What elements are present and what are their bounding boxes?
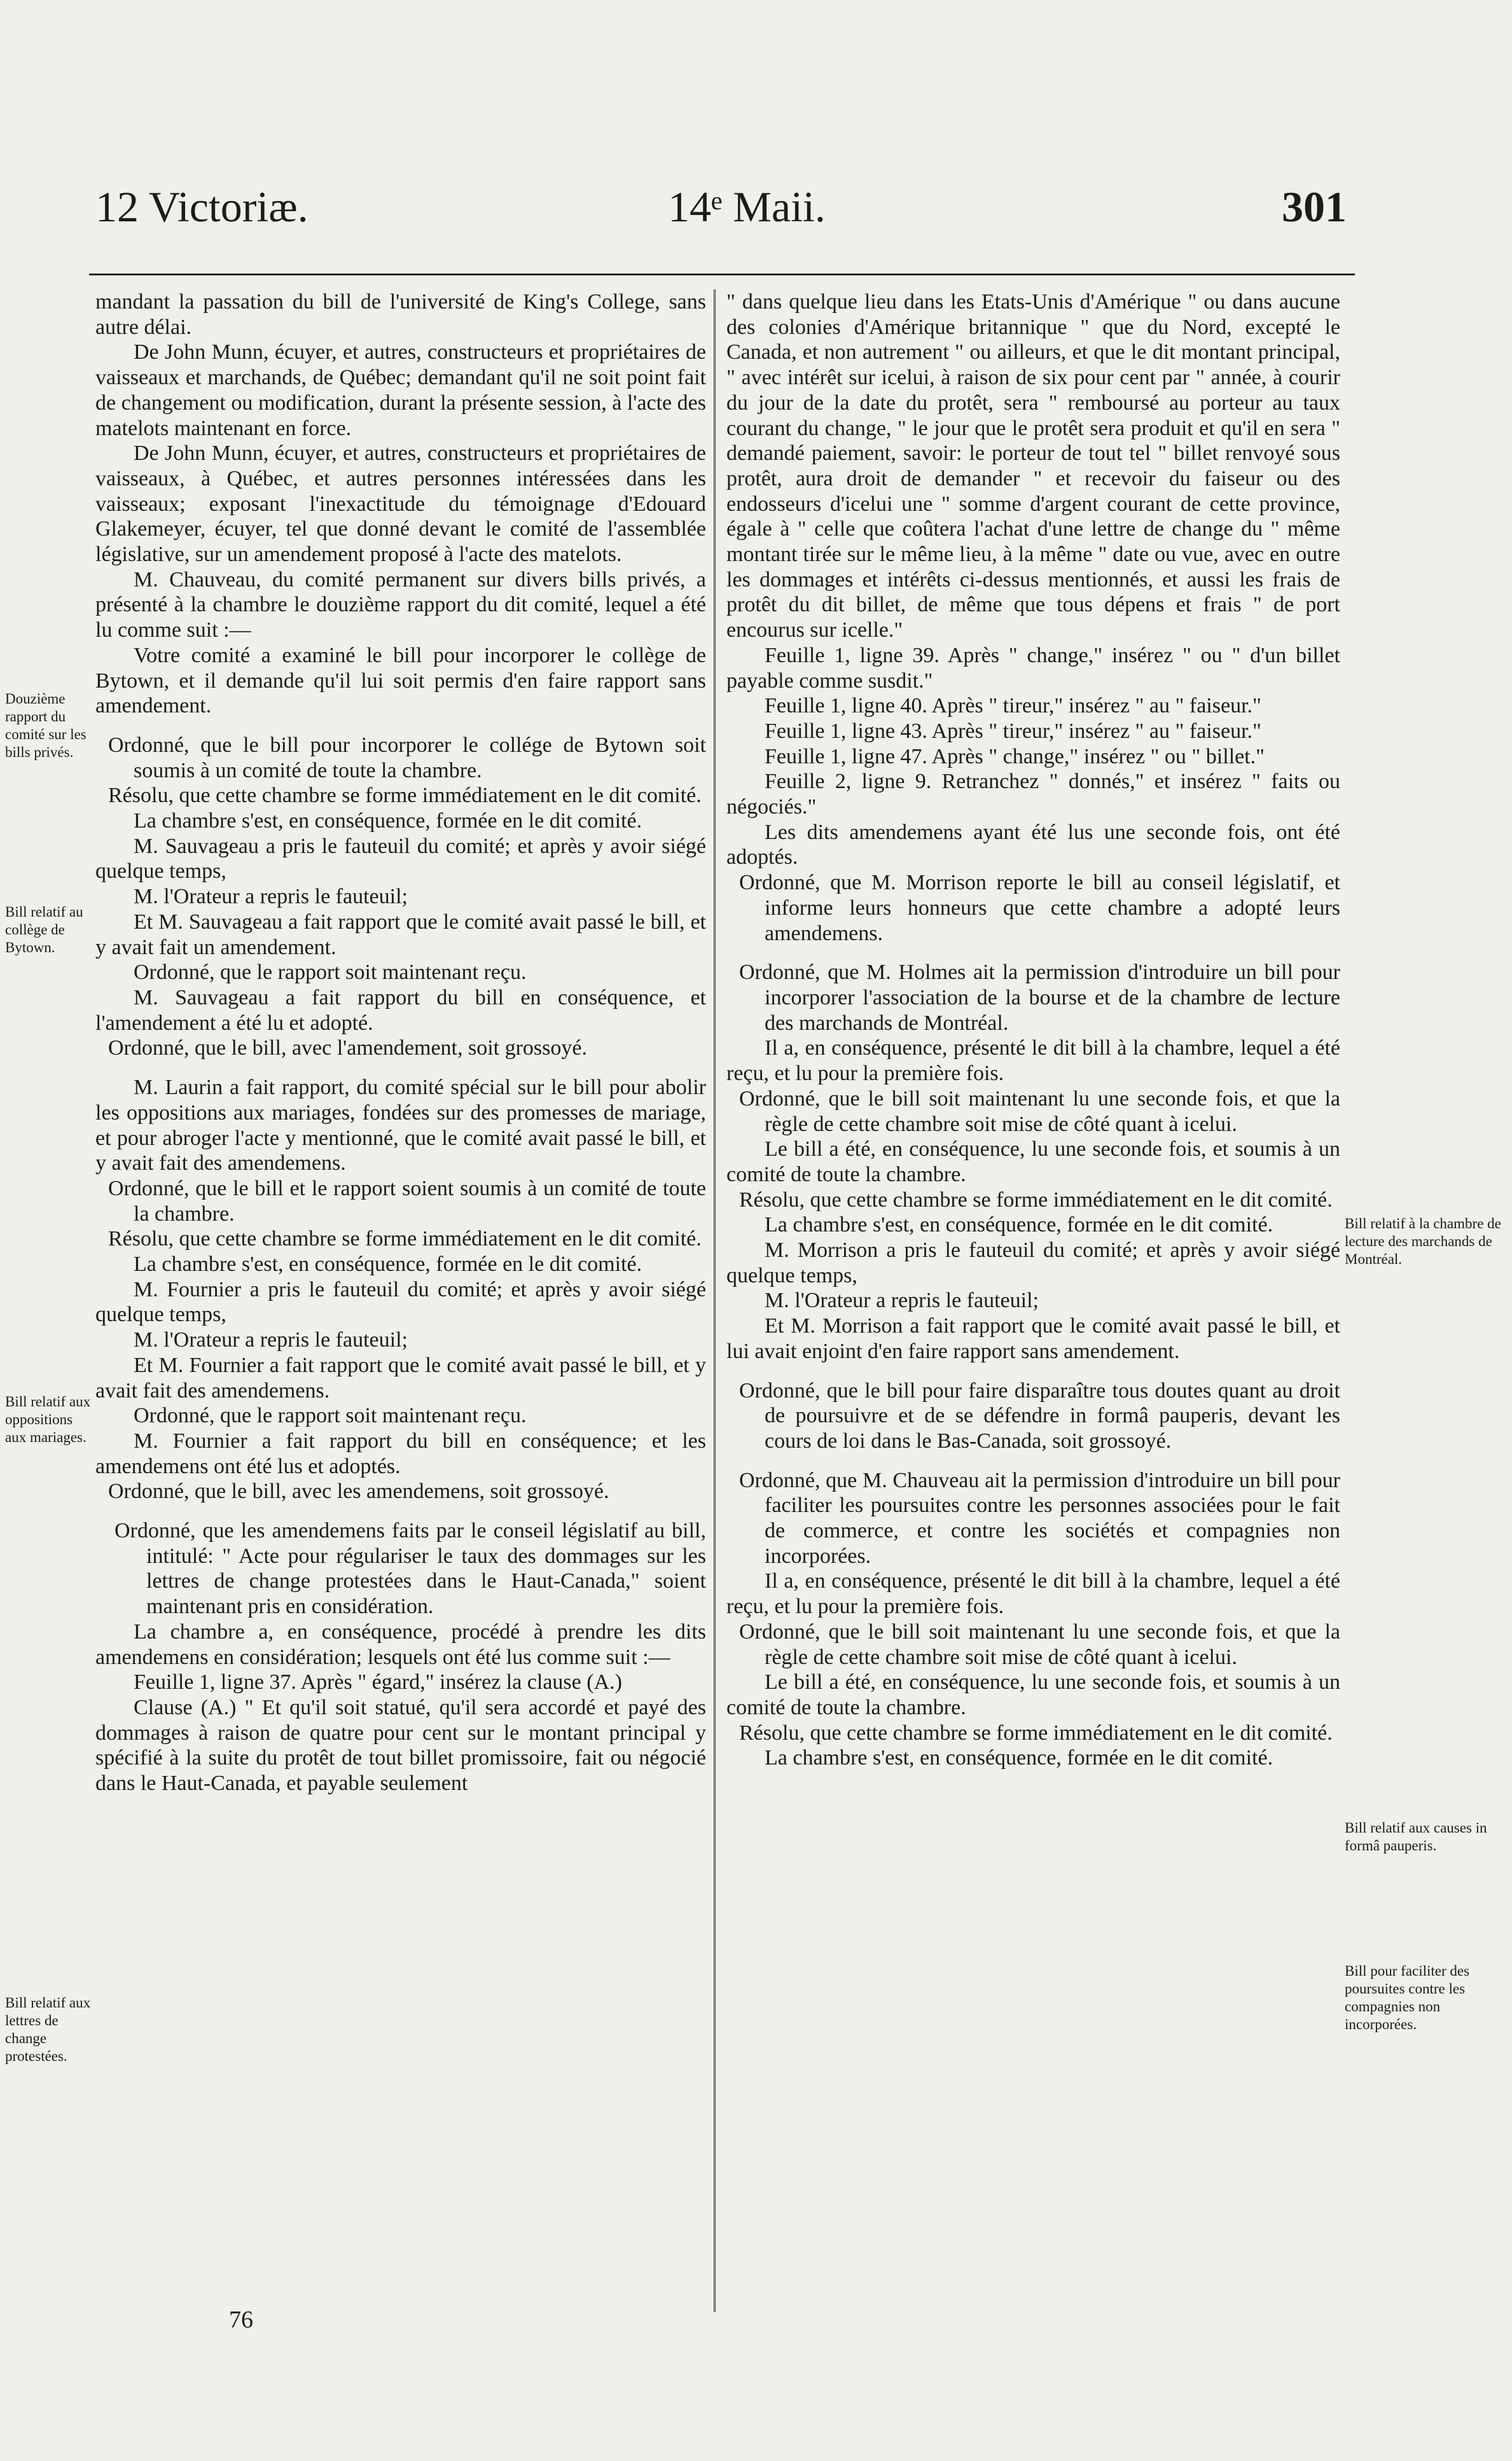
right-column — [726, 289, 1340, 1771]
paragraph: Ordonné, que M. Chauveau ait la permission d'introduire un bill pour faciliter les poursuites contre les personnes associées pour le fait de commerce, et contre les sociétés et compagnies non incorporées. — [739, 1468, 1340, 1568]
margin-note-right-2: Bill relatif aux causes in formâ pauperis. — [1345, 1820, 1487, 1854]
paragraph: M. Chauveau, du comité permanent sur divers bills privés, a présenté à la chambre le douzième rapport du dit comité, lequel a été lu comme suit :— — [95, 567, 706, 642]
left-column — [95, 289, 706, 1796]
margin-note-left-2: Bill relatif au collège de Bytown. — [5, 904, 83, 955]
paragraph: Résolu, que cette chambre se forme immédiatement en le dit comité. — [108, 1227, 702, 1251]
header-session: 12 Victoriæ. — [95, 183, 309, 231]
paragraph: Le bill a été, en conséquence, lu une seconde fois, et soumis à un comité de toute la chambre. — [726, 1137, 1340, 1186]
paragraph: Ordonné, que le rapport soit maintenant reçu. — [134, 960, 527, 985]
paragraph: M. l'Orateur a repris le fauteuil; — [134, 1328, 408, 1352]
margin-note-left-4: Bill relatif aux lettres de change protestées. — [5, 1995, 91, 2064]
paragraph: Feuille 1, ligne 40. Après " tireur," insérez " au " faiseur." — [765, 694, 1261, 718]
paragraph: De John Munn, écuyer, et autres, constructeurs et propriétaires de vaisseaux et marchands, de Québec; demandant qu'il ne soit point fait de changement ou modification, durant la présente session, à l'acte des matelots maintenant en force. — [95, 340, 706, 440]
paragraph: M. l'Orateur a repris le fauteuil; — [765, 1289, 1039, 1313]
paragraph: M. Fournier a fait rapport du bill en conséquence; et les amendemens ont été lus et adoptés. — [95, 1429, 706, 1478]
paragraph: M. l'Orateur a repris le fauteuil; — [134, 885, 408, 909]
paragraph: Il a, en conséquence, présenté le dit bill à la chambre, lequel a été reçu, et lu pour la première fois. — [726, 1569, 1340, 1619]
page-number: 301 — [1282, 183, 1347, 231]
paragraph: La chambre s'est, en conséquence, formée en le dit comité. — [765, 1746, 1273, 1770]
paragraph: Résolu, que cette chambre se forme immédiatement en le dit comité. — [108, 784, 702, 808]
paragraph: La chambre a, en conséquence, procédé à prendre les dits amendemens en considération; lesquels ont été lus comme suit :— — [95, 1619, 706, 1669]
paragraph: Votre comité a examiné le bill pour incorporer le collège de Bytown, et il demande qu'il lui soit permis d'en faire rapport sans amendement. — [95, 643, 706, 718]
paragraph: M. Sauvageau a pris le fauteuil du comité; et après y avoir siégé quelque temps, — [95, 834, 706, 884]
header-rule — [89, 274, 1355, 275]
paragraph: Et M. Morrison a fait rapport que le comité avait passé le bill, et lui avait enjoint d'en faire rapport sans amendement. — [726, 1314, 1340, 1363]
paragraph: Résolu, que cette chambre se forme immédiatement en le dit comité. — [739, 1188, 1333, 1212]
paragraph: Ordonné, que le bill pour faire disparaître tous doutes quant au droit de poursuivre et de se défendre in formâ pauperis, devant les cours de loi dans le Bas-Canada, soit grossoyé. — [739, 1378, 1340, 1453]
paragraph: Les dits amendemens ayant été lus une seconde fois, ont été adoptés. — [726, 820, 1340, 870]
paragraph: Ordonné, que le rapport soit maintenant reçu. — [134, 1404, 527, 1428]
paragraph: Résolu, que cette chambre se forme immédiatement en le dit comité. — [739, 1721, 1333, 1745]
paragraph: Ordonné, que M. Holmes ait la permission d'introduire un bill pour incorporer l'association de la bourse et de la chambre de lecture des marchands de Montréal. — [739, 960, 1340, 1035]
paragraph: Ordonné, que le bill, avec l'amendement, soit grossoyé. — [108, 1036, 587, 1060]
margin-note-left-3: Bill relatif aux oppositions aux mariages. — [5, 1394, 91, 1445]
paragraph: La chambre s'est, en conséquence, formée en le dit comité. — [765, 1213, 1273, 1237]
paragraph: Ordonné, que le bill soit maintenant lu une seconde fois, et que la règle de cette chambre soit mise de côté quant à icelui. — [739, 1619, 1340, 1669]
paragraph: Et M. Sauvageau a fait rapport que le comité avait passé le bill, et y avait fait un amendement. — [95, 910, 706, 959]
column-divider — [714, 289, 718, 2312]
paragraph: Ordonné, que les amendemens faits par le conseil législatif au bill, intitulé: " Acte pour régulariser le taux des dommages sur les lettres de change protestées dans le Haut-Canada," soient maintenant pris en considération. — [114, 1519, 706, 1619]
paragraph: Il a, en conséquence, présenté le dit bill à la chambre, lequel a été reçu, et lu pour la première fois. — [726, 1036, 1340, 1086]
paragraph: Ordonné, que le bill et le rapport soient soumis à un comité de toute la chambre. — [108, 1176, 706, 1226]
paragraph: Feuille 1, ligne 43. Après " tireur," insérez " au " faiseur." — [765, 719, 1261, 743]
paragraph: Ordonné, que le bill soit maintenant lu une seconde fois, et que la règle de cette chambre soit mise de côté quant à icelui. — [739, 1086, 1340, 1136]
paragraph: Feuille 1, ligne 37. Après " égard," insérez la clause (A.) — [134, 1670, 622, 1695]
paragraph: De John Munn, écuyer, et autres, constructeurs et propriétaires de vaisseaux, à Québec, et autres personnes intéressées dans les vaisseaux; exposant l'inexactitude du témoignage d'Edouard Glakemeyer, écuyer, tel que donné devant le comité de l'assemblée législative, sur un amendement proposé à l'acte des matelots. — [95, 441, 706, 567]
paragraph: La chambre s'est, en conséquence, formée en le dit comité. — [134, 1252, 642, 1277]
paragraph: M. Sauvageau a fait rapport du bill en conséquence, et l'amendement a été lu et adopté. — [95, 985, 706, 1035]
paragraph: Ordonné, que le bill, avec les amendemens, soit grossoyé. — [108, 1480, 609, 1504]
paragraph: M. Laurin a fait rapport, du comité spécial sur le bill pour abolir les oppositions aux mariages, fondées sur des promesses de mariage, et pour abroger l'acte y mentionné, que le comité avait passé le bill, et y avait fait des amendemens. — [95, 1076, 706, 1175]
paragraph: Feuille 2, ligne 9. Retranchez " donnés," et insérez " faits ou négociés." — [726, 770, 1340, 819]
paragraph: Ordonné, que M. Morrison reporte le bill au conseil législatif, et informe leurs honneurs que cette chambre a adopté leurs amendemens. — [739, 871, 1340, 945]
paragraph: Et M. Fournier a fait rapport que le comité avait passé le bill, et y avait fait des amendemens. — [95, 1353, 706, 1403]
paragraph: Clause (A.) " Et qu'il soit statué, qu'il sera accordé et payé des dommages à raison de quatre pour cent sur le montant principal y spécifié à la suite du protêt de tout billet promissoire, fait ou négocié dans le Haut-Canada, et payable seulement — [95, 1695, 706, 1796]
margin-note-left-1: Douzième rapport du comité sur les bills privés. — [5, 691, 87, 760]
paragraph: Ordonné, que le bill pour incorporer le collége de Bytown soit soumis à un comité de toute la chambre. — [108, 733, 706, 782]
paragraph: M. Fournier a pris le fauteuil du comité; et après y avoir siégé quelque temps, — [95, 1277, 706, 1327]
paragraph: La chambre s'est, en conséquence, formée en le dit comité. — [134, 809, 642, 833]
header-date: 14ᵉ Maii. — [668, 183, 826, 231]
paragraph: mandant la passation du bill de l'université de King's College, sans autre délai. — [95, 290, 706, 339]
signature-mark: 76 — [229, 2306, 253, 2333]
paragraph: Feuille 1, ligne 47. Après " change," insérez " ou " billet." — [765, 744, 1265, 768]
paragraph: " dans quelque lieu dans les Etats-Unis d'Amérique " ou dans aucune des colonies d'Amérique britannique " que du Nord, excepté le Canada, et non autrement " ou ailleurs, et que le dit montant principal, " avec intérêt sur icelui, à raison de six pour cent par " année, à courir du jour de la date du protêt, sera " remboursé au porteur au taux courant du change, " le jour que le protêt sera produit et qu'il en sera " demandé paiement, savoir: le porteur de tout tel " billet renvoyé sous protêt, aura droit de demander " et recevoir du faiseur ou des endosseurs d'icelui une " somme d'argent courant de cette province, égale à " celle que coûtera l'achat d'une lettre de change du " même montant tirée sur le même lieu, à la même " date ou vue, avec en outre les dommages et intérêts ci-dessus mentionnés, et aussi les frais de protêt du dit billet, de même que tous dépens et frais " de port encourus sur icelle." — [726, 290, 1340, 642]
paragraph: Le bill a été, en conséquence, lu une seconde fois, et soumis à un comité de toute la chambre. — [726, 1670, 1340, 1719]
paragraph: M. Morrison a pris le fauteuil du comité; et après y avoir siégé quelque temps, — [726, 1238, 1340, 1287]
margin-note-right-1: Bill relatif à la chambre de lecture des marchands de Montréal. — [1345, 1216, 1501, 1267]
margin-note-right-3: Bill pour faciliter des poursuites contre les compagnies non incorporées. — [1345, 1963, 1470, 2032]
page-header — [0, 178, 1512, 235]
paragraph: Feuille 1, ligne 39. Après " change," insérez " ou " d'un billet payable comme susdit." — [726, 643, 1340, 693]
